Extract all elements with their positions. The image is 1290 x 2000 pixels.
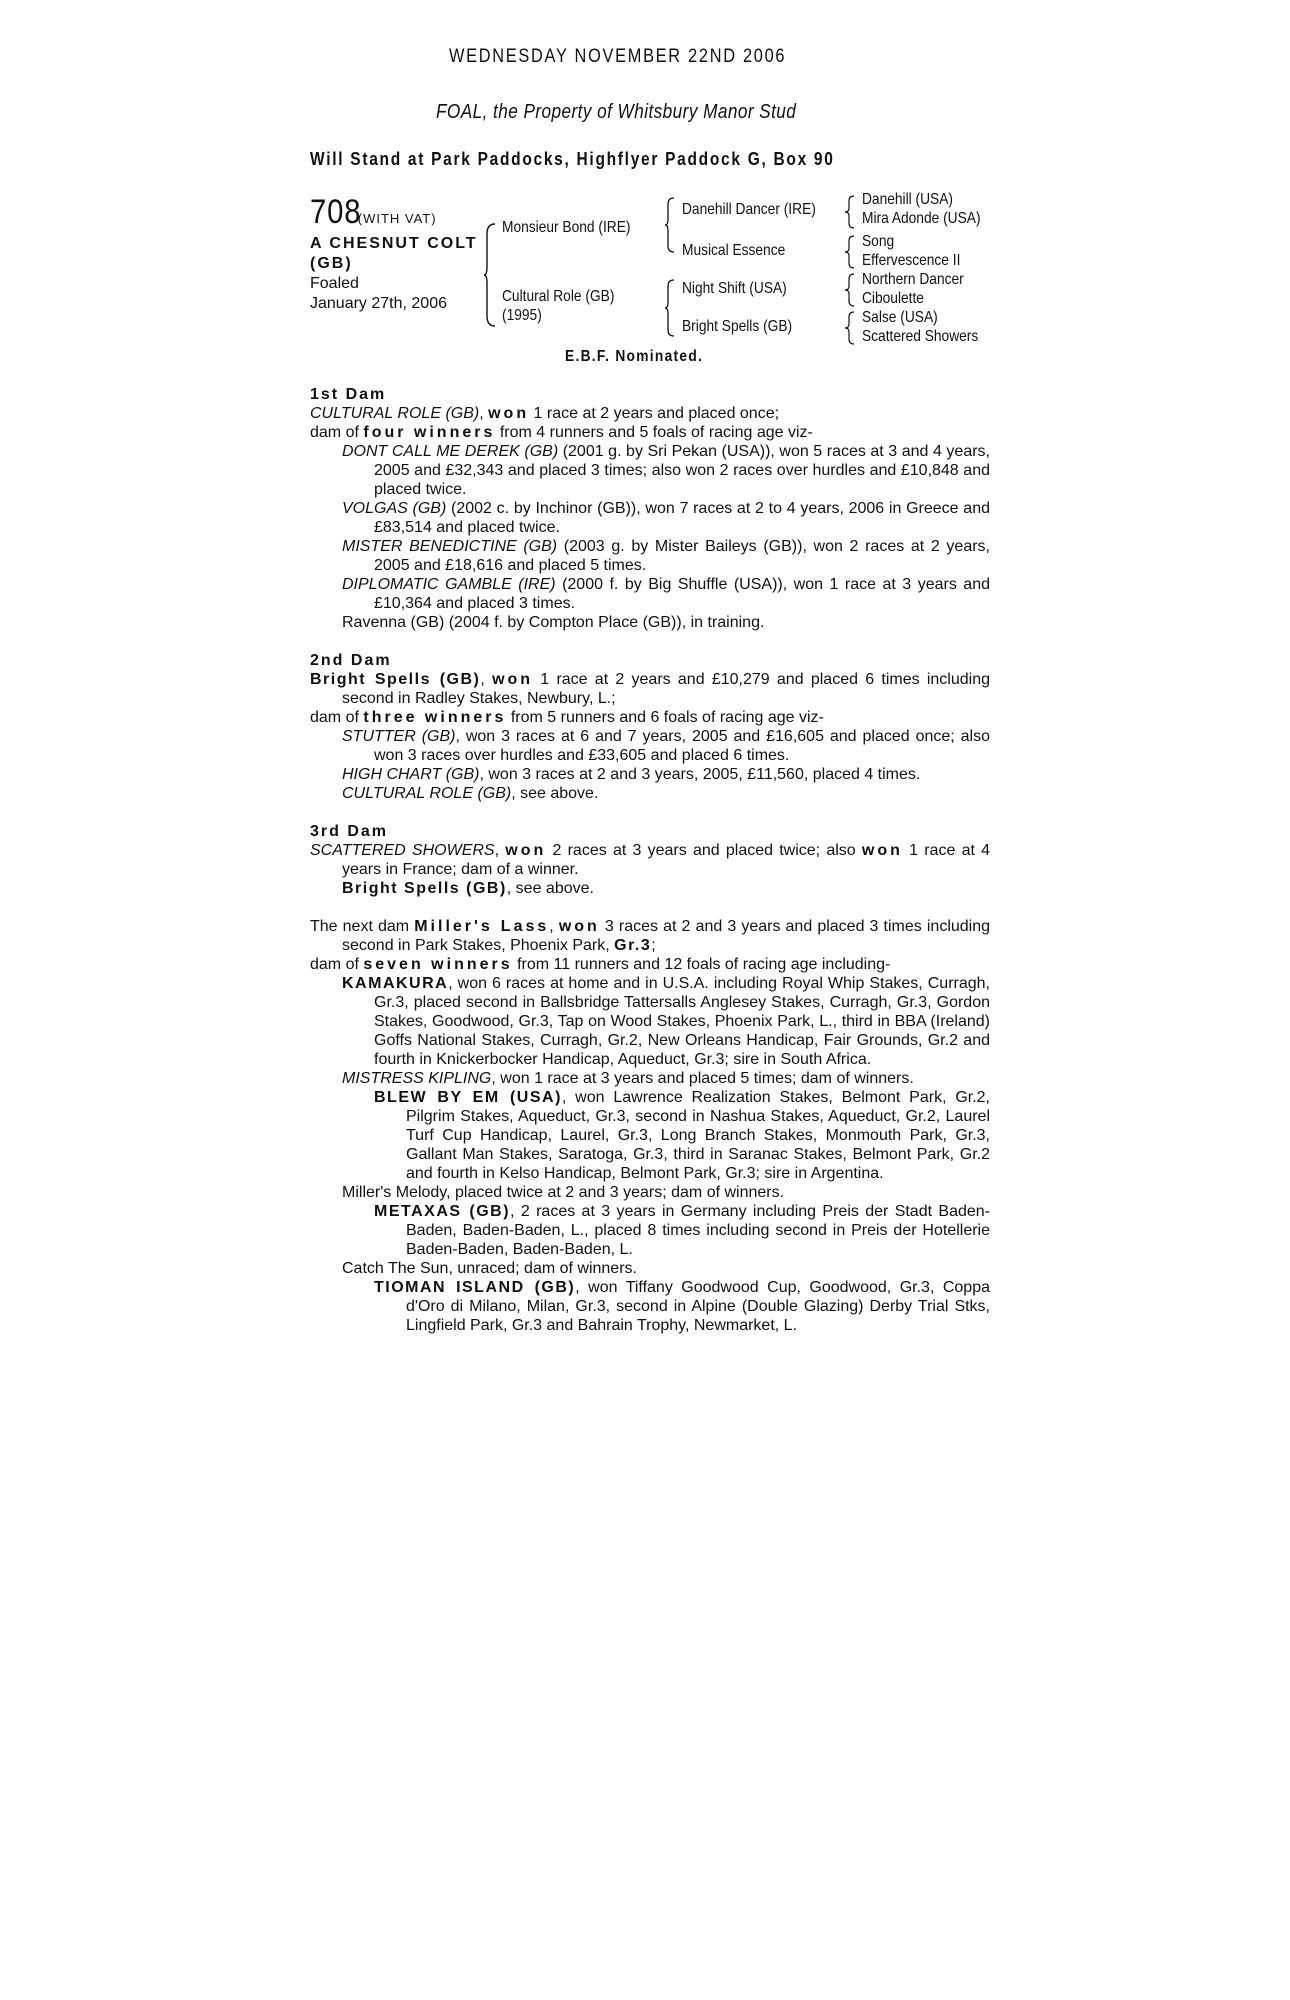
progeny-entry: MISTER BENEDICTINE (GB) (2003 g. by Mister Baileys (GB)), won 2 races at 2 years, 2005 and £18,616 and placed 5 times. <box>342 538 991 574</box>
next-dam-line2: dam of seven winners from 11 runners and 12 foals of racing age including- <box>310 956 891 973</box>
first-dam-section <box>310 385 990 632</box>
sire-name: Monsieur Bond (IRE) <box>502 219 631 236</box>
lot-number: 708 <box>310 193 362 231</box>
pedigree-brace-main <box>483 222 497 328</box>
pedigree-brace-ds <box>844 272 856 308</box>
pedigree-brace-sire <box>664 196 676 254</box>
vat-label: (WITH VAT) <box>357 211 437 226</box>
second-dam-heading: 2nd Dam <box>310 652 392 669</box>
sds-name: Song <box>862 233 895 250</box>
third-dam-line1: SCATTERED SHOWERS, won 2 races at 3 years and placed twice; also won 1 race at 4 years in France; dam of a winner. <box>310 842 991 878</box>
progeny-entry: BLEW BY EM (USA), won Lawrence Realization Stakes, Belmont Park, Gr.2, Pilgrim Stakes, Aqueduct, Gr.3, second in Nashua Stakes, Aqueduct, Gr.2, Laurel Turf Cup Handicap, Laurel, Gr.3, Long Branch Stakes, Monmouth Park, Gr.3, Gallant Man Stakes, Saratoga, Gr.3, third in Saranac Stakes, Belmont Park, Gr.2 and fourth in Kelso Handicap, Belmont Park, Gr.3; sire in Argentina. <box>374 1089 991 1182</box>
progeny-entry: DIPLOMATIC GAMBLE (IRE) (2000 f. by Big Shuffle (USA)), won 1 race at 3 years and £10,364 and placed 3 times. <box>342 576 990 612</box>
progeny-entry: STUTTER (GB), won 3 races at 6 and 7 years, 2005 and £16,605 and placed once; also won 3 races over hurdles and £33,605 and placed 6 times. <box>342 728 990 764</box>
pedigree-brace-ss <box>844 194 856 230</box>
produce-record <box>310 385 990 1335</box>
dam-year: (1995) <box>502 307 542 324</box>
progeny-entry: Ravenna (GB) (2004 f. by Compton Place (GB)), in training. <box>342 614 765 631</box>
next-dam-section <box>310 917 990 1335</box>
pedigree-brace-dam <box>664 278 676 338</box>
dds-name: Salse (USA) <box>862 309 938 326</box>
progeny-entry: HIGH CHART (GB), won 3 races at 2 and 3 years, 2005, £11,560, placed 4 times. <box>342 766 921 783</box>
first-dam-line2: dam of four winners from 4 runners and 5 foals of racing age viz- <box>310 424 813 441</box>
progeny-entry: VOLGAS (GB) (2002 c. by Inchinor (GB)), won 7 races at 2 to 4 years, 2006 in Greece and £83,514 and placed twice. <box>342 500 990 536</box>
progeny-entry: CULTURAL ROLE (GB), see above. <box>342 785 599 802</box>
third-dam-section <box>310 822 990 898</box>
progeny-entry: TIOMAN ISLAND (GB), won Tiffany Goodwood Cup, Goodwood, Gr.3, Coppa d'Oro di Milano, Milan, Gr.3, second in Alpine (Double Glazing) Derby Trial Stks, Lingfield Park, Gr.3 and Bahrain Trophy, Newmarket, L. <box>374 1279 991 1334</box>
progeny-entry: Miller's Melody, placed twice at 2 and 3 years; dam of winners. <box>342 1184 785 1201</box>
dss-name: Northern Dancer <box>862 271 964 288</box>
pedigree-brace-dd <box>844 310 856 346</box>
second-dam-line1: Bright Spells (GB), won 1 race at 2 years and £10,279 and placed 6 times including second in Radley Stakes, Newbury, L.; <box>310 671 991 707</box>
dam-sire-name: Night Shift (USA) <box>682 280 787 297</box>
sale-date: WEDNESDAY NOVEMBER 22ND 2006 <box>448 46 787 67</box>
lot-number-block <box>310 193 437 232</box>
progeny-entry: KAMAKURA, won 6 races at home and in U.S.A. including Royal Whip Stakes, Curragh, Gr.3, placed second in Ballsbridge Tattersalls Anglesey Stakes, Curragh, Gr.3, Gordon Stakes, Goodwood, Gr.3, Tap on Wood Stakes, Phoenix Park, L., third in BBA (Ireland) Goffs National Stakes, Curragh, Gr.2, New Orleans Handicap, Fair Grounds, Gr.2 and fourth in Knickerbocker Handicap, Aqueduct, Gr.3; sire in South Africa. <box>342 975 990 1068</box>
progeny-entry: MISTRESS KIPLING, won 1 race at 3 years and placed 5 times; dam of winners. <box>342 1070 914 1087</box>
progeny-entry: Catch The Sun, unraced; dam of winners. <box>342 1260 637 1277</box>
ddd-name: Scattered Showers <box>862 328 979 345</box>
dam-dam-name: Bright Spells (GB) <box>682 318 793 335</box>
first-dam-heading: 1st Dam <box>310 386 387 403</box>
pedigree-brace-sd <box>844 234 856 270</box>
progeny-entry: DONT CALL ME DEREK (GB) (2001 g. by Sri Pekan (USA)), won 5 races at 3 and 4 years, 2005 and £32,343 and placed 3 times; also won 2 races over hurdles and £10,848 and placed twice. <box>342 443 990 498</box>
sdd-name: Effervescence II <box>862 252 961 269</box>
sire-sire-name: Danehill Dancer (IRE) <box>682 201 816 218</box>
ebf-nominated: E.B.F. Nominated. <box>565 348 704 365</box>
second-dam-section <box>310 651 990 803</box>
second-dam-line2: dam of three winners from 5 runners and 6 foals of racing age viz- <box>310 709 824 726</box>
next-dam-line1: The next dam Miller's Lass, won 3 races at 2 and 3 years and placed 3 times including second in Park Stakes, Phoenix Park, Gr.3; <box>310 918 991 954</box>
stand-location: Will Stand at Park Paddocks, Highflyer Paddock G, Box 90 <box>310 149 835 169</box>
third-dam-heading: 3rd Dam <box>310 823 389 840</box>
dsd-name: Ciboulette <box>862 290 924 307</box>
ssd-name: Mira Adonde (USA) <box>862 210 981 227</box>
sire-dam-name: Musical Essence <box>682 242 786 259</box>
lot-description: A CHESNUT COLT (GB) Foaled January 27th, 2006 <box>310 235 478 312</box>
sss-name: Danehill (USA) <box>862 191 953 208</box>
first-dam-line1: CULTURAL ROLE (GB), won 1 race at 2 years and placed once; <box>310 405 780 422</box>
dam-name: Cultural Role (GB) <box>502 288 615 305</box>
progeny-entry: Bright Spells (GB), see above. <box>342 880 594 897</box>
foal-property-line: FOAL, the Property of Whitsbury Manor Stud <box>435 101 796 123</box>
progeny-entry: METAXAS (GB), 2 races at 3 years in Germany including Preis der Stadt Baden-Baden, Baden-Baden, L., placed 8 times including second in Preis der Hotellerie Baden-Baden, Baden-Baden, L. <box>374 1203 990 1258</box>
